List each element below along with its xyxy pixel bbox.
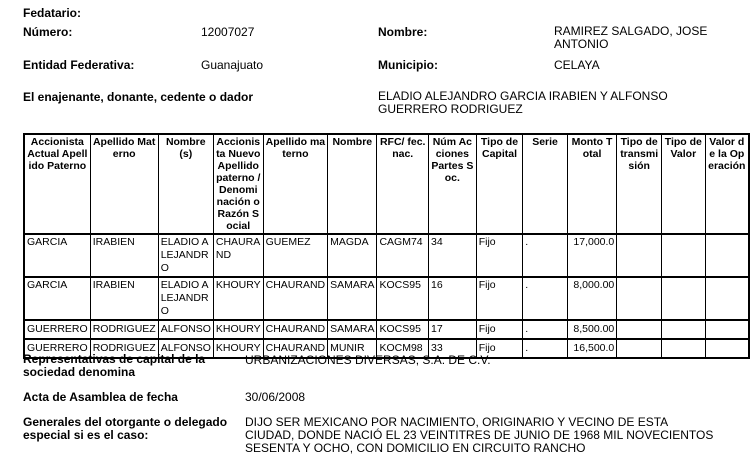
col-accionista-actual-ap-paterno: Accionista Actual Apellido Paterno bbox=[24, 134, 90, 234]
cell: IRABIEN bbox=[90, 234, 158, 277]
cell: 16 bbox=[429, 277, 477, 320]
cell: Fijo bbox=[476, 320, 523, 339]
numero-value: 12007027 bbox=[201, 25, 255, 39]
cell: . bbox=[523, 277, 568, 320]
cell: KHOURY bbox=[213, 277, 263, 320]
cell: KOCS95 bbox=[377, 277, 429, 320]
acta-value: 30/06/2008 bbox=[245, 390, 306, 404]
cell: ALFONSO bbox=[158, 339, 213, 358]
cell: CHAURAND bbox=[263, 320, 328, 339]
cell: KHOURY bbox=[213, 320, 263, 339]
cell bbox=[662, 320, 706, 339]
cell: GARCIA bbox=[24, 234, 90, 277]
cell: 16,500.0 bbox=[567, 339, 616, 358]
cell: SAMARA bbox=[328, 277, 377, 320]
cell bbox=[617, 277, 662, 320]
table-row bbox=[24, 277, 749, 320]
table-row bbox=[24, 234, 749, 277]
cell: GARCIA bbox=[24, 277, 90, 320]
cell: 34 bbox=[429, 234, 477, 277]
col-accionista-nuevo: Accionista Nuevo Apellido paterno / Denominación o Razón Social bbox=[213, 134, 263, 234]
col-nuevo-apellido-materno: Apellido materno bbox=[263, 134, 328, 234]
cell: 17 bbox=[429, 320, 477, 339]
cell: ELADIO ALEJANDRO bbox=[158, 234, 213, 277]
col-apellido-materno: Apellido Materno bbox=[90, 134, 158, 234]
generales-value: DIJO SER MEXICANO POR NACIMIENTO, ORIGINARIO Y VECINO DE ESTA CIUDAD, DONDE NACIÓ EL 23 VEINTITRES DE JUNIO DE 1968 MIL NOVECIENTOS SESENTA Y OCHO, CON DOMICILIO EN CIRCUITO RANCHO bbox=[245, 416, 714, 455]
cell: GUEMEZ bbox=[263, 234, 328, 277]
cell bbox=[617, 234, 662, 277]
col-num-acciones: Núm Acciones Partes Soc. bbox=[429, 134, 477, 234]
cell: ALFONSO bbox=[158, 320, 213, 339]
municipio-value: CELAYA bbox=[554, 58, 600, 72]
cell bbox=[662, 277, 706, 320]
cell: MUNIR bbox=[328, 339, 377, 358]
table-row bbox=[24, 320, 749, 339]
cell bbox=[705, 339, 749, 358]
municipio-label: Municipio: bbox=[378, 58, 438, 72]
representativas-value: URBANIZACIONES DIVERSAS, S.A. DE C.V. bbox=[245, 353, 491, 367]
col-tipo-capital: Tipo de Capital bbox=[476, 134, 523, 234]
generales-label: Generales del otorgante o delegado especial si es el caso: bbox=[23, 415, 228, 442]
col-nuevo-nombre: Nombre bbox=[328, 134, 377, 234]
cell: . bbox=[523, 320, 568, 339]
cell: MAGDA bbox=[328, 234, 377, 277]
cell bbox=[662, 234, 706, 277]
col-tipo-transmision: Tipo de transmisión bbox=[617, 134, 662, 234]
cell: Fijo bbox=[476, 339, 523, 358]
cell: Fijo bbox=[476, 234, 523, 277]
cell: 33 bbox=[429, 339, 477, 358]
cell: Fijo bbox=[476, 277, 523, 320]
cell: RODRIGUEZ bbox=[90, 339, 158, 358]
cell bbox=[662, 339, 706, 358]
cell: . bbox=[523, 339, 568, 358]
cell bbox=[705, 277, 749, 320]
shareholders-table bbox=[23, 133, 750, 359]
cell bbox=[705, 320, 749, 339]
numero-label: Número: bbox=[23, 25, 73, 39]
acta-label: Acta de Asamblea de fecha bbox=[23, 390, 178, 404]
cell: 17,000.0 bbox=[567, 234, 616, 277]
cell bbox=[617, 320, 662, 339]
entidad-label: Entidad Federativa: bbox=[23, 58, 135, 72]
cell: RODRIGUEZ bbox=[90, 320, 158, 339]
nombre-label: Nombre: bbox=[378, 25, 428, 39]
col-monto-total: Monto Total bbox=[567, 134, 616, 234]
cell: . bbox=[523, 234, 568, 277]
cell: KOCS95 bbox=[377, 320, 429, 339]
cell: 8,000.00 bbox=[567, 277, 616, 320]
table-header-row bbox=[24, 134, 749, 234]
enajenante-label: El enajenante, donante, cedente o dador bbox=[23, 90, 254, 104]
cell: SAMARA bbox=[328, 320, 377, 339]
cell bbox=[617, 339, 662, 358]
fedatario-label: Fedatario: bbox=[23, 6, 82, 20]
col-serie: Serie bbox=[523, 134, 568, 234]
cell: KHOURY bbox=[213, 339, 263, 358]
cell: KOCM98 bbox=[377, 339, 429, 358]
cell: CAGM74 bbox=[377, 234, 429, 277]
cell: IRABIEN bbox=[90, 277, 158, 320]
cell: GUERRERO bbox=[24, 320, 90, 339]
representativas-label: Representativas de capital de la sociedad denomina bbox=[23, 352, 206, 379]
cell: GUERRERO bbox=[24, 339, 90, 358]
nombre-value: RAMIREZ SALGADO, JOSE ANTONIO bbox=[554, 24, 708, 51]
col-tipo-valor: Tipo de Valor bbox=[662, 134, 706, 234]
cell: CHAURAND bbox=[263, 277, 328, 320]
cell: CHAURAND bbox=[213, 234, 263, 277]
cell: CHAURAND bbox=[263, 339, 328, 358]
entidad-value: Guanajuato bbox=[201, 58, 264, 72]
enajenante-value: ELADIO ALEJANDRO GARCIA IRABIEN Y ALFONSO GUERRERO RODRIGUEZ bbox=[378, 89, 668, 116]
col-rfc: RFC/ fec.nac. bbox=[377, 134, 429, 234]
cell: ELADIO ALEJANDRO bbox=[158, 277, 213, 320]
cell: 8,500.00 bbox=[567, 320, 616, 339]
cell bbox=[705, 234, 749, 277]
col-nombres: Nombre (s) bbox=[158, 134, 213, 234]
col-valor-operacion: Valor de la Operación bbox=[705, 134, 749, 234]
